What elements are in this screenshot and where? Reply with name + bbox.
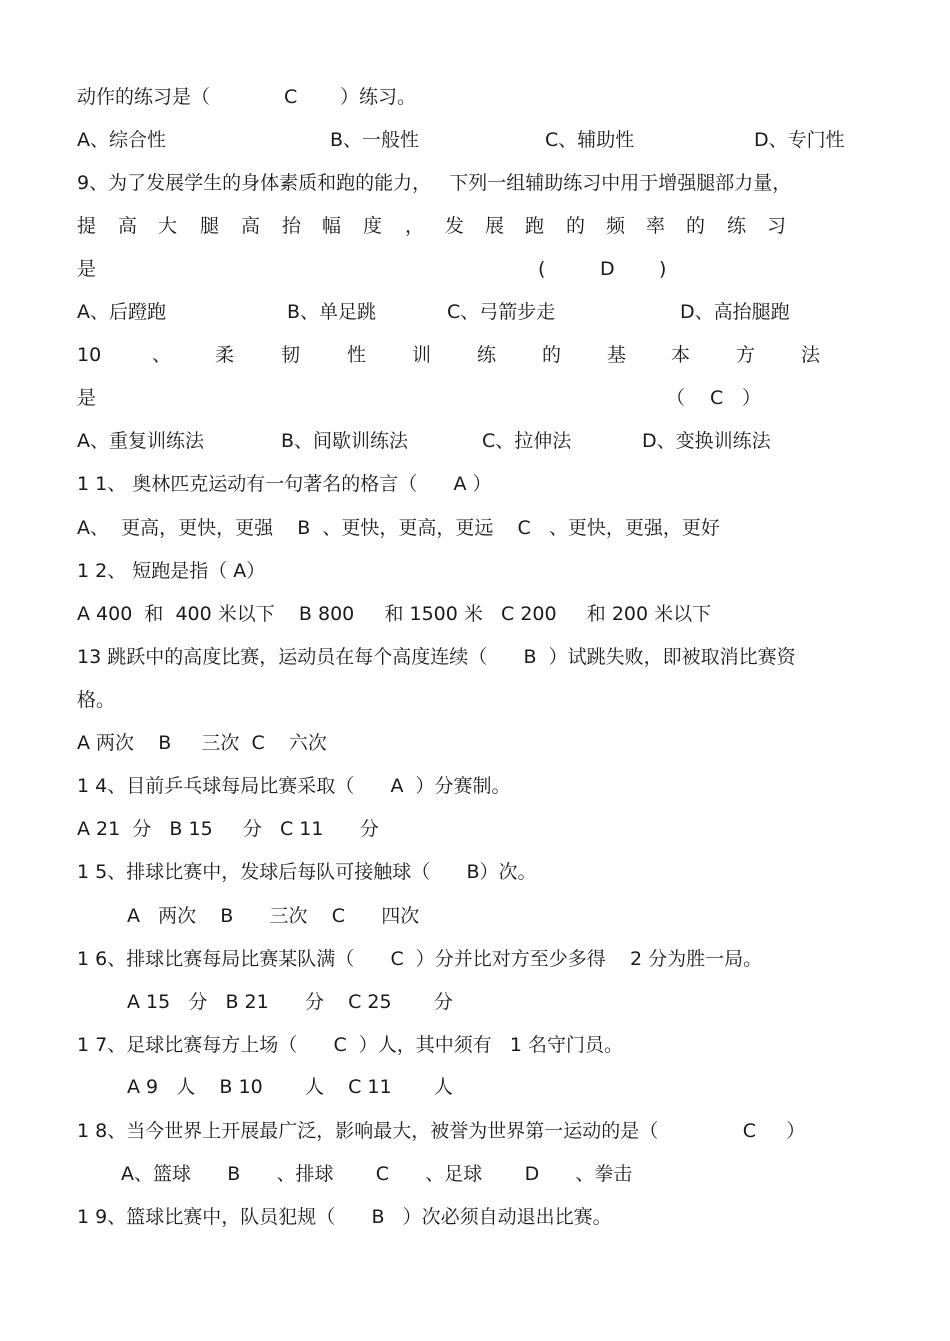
q9-char: 大 — [158, 215, 178, 237]
q9-open-paren: ( — [538, 258, 546, 280]
q10-open-paren: （ — [666, 387, 686, 409]
q9-char: 的 — [566, 215, 586, 237]
q9-char: 练 — [727, 215, 747, 237]
q12-stem: 1 2、 短跑是指（ A） — [77, 560, 266, 582]
q10-answer: C — [710, 387, 724, 409]
q8-close: ）练习。 — [340, 86, 417, 108]
q9-char: 提 — [77, 215, 97, 237]
q9-option-c: C、弓箭步走 — [447, 301, 556, 323]
q18-stem: 1 8、当今世界上开展最广泛，影响最大，被誉为世界第一运动的是（ C ） — [77, 1120, 806, 1142]
q12-options: A 400 和 400 米以下 B 800 和 1500 米 C 200 和 200 米以下 — [77, 603, 712, 625]
q9-char: 频 — [606, 215, 626, 237]
q10-char: 训 — [412, 344, 432, 366]
q9-char: 展 — [485, 215, 505, 237]
q10-char: 法 — [801, 344, 821, 366]
q15-options: A 两次 B 三次 C 四次 — [127, 905, 420, 927]
q18-options: A、篮球 B 、排球 C 、足球 D 、拳击 — [121, 1163, 633, 1185]
q13-stem: 13 跳跃中的高度比赛，运动员在每个高度连续（ B ）试跳失败，即被取消比赛资 — [77, 646, 796, 668]
q9-char: 发 — [445, 215, 465, 237]
q8-option-d: D、专门性 — [754, 129, 845, 151]
q10-option-a: A、重复训练法 — [77, 430, 204, 452]
q10-char: 练 — [477, 344, 497, 366]
q10-char: 性 — [347, 344, 367, 366]
q8-stem-tail: 动作的练习是（ — [77, 86, 211, 108]
q9-char: 度 — [363, 215, 383, 237]
q10-char: 柔 — [215, 344, 235, 366]
q9-stem-line3: 是 — [77, 258, 97, 280]
q9-char: 幅 — [322, 215, 342, 237]
q9-char: 抬 — [282, 215, 302, 237]
q10-char: 、 — [152, 344, 172, 366]
q16-stem: 1 6、排球比赛每局比赛某队满（ C ）分并比对方至少多得 2 分为胜一局。 — [77, 948, 763, 970]
q14-stem: 1 4、目前乒乓球每局比赛采取（ A ）分赛制。 — [77, 775, 511, 797]
q9-char: 高 — [241, 215, 261, 237]
q11-options: A、 更高，更快，更强 B 、更快，更高，更远 C 、更快，更强，更好 — [77, 517, 720, 539]
q9-option-a: A、后蹬跑 — [77, 301, 166, 323]
q19-stem: 1 9、篮球比赛中，队员犯规（ B ）次必须自动退出比赛。 — [77, 1206, 612, 1228]
q10-option-d: D、变换训练法 — [642, 430, 771, 452]
q9-char: ， — [405, 215, 425, 237]
q10-char: 10 — [77, 344, 102, 366]
q10-close-paren: ） — [742, 387, 762, 409]
q13-options: A 两次 B 三次 C 六次 — [77, 732, 327, 754]
q9-stem-line1: 9、为了发展学生的身体素质和跑的能力， 下列一组辅助练习中用于增强腿部力量， — [77, 172, 792, 194]
q16-options: A 15 分 B 21 分 C 25 分 — [127, 991, 453, 1013]
q9-char: 跑 — [525, 215, 545, 237]
q17-options: A 9 人 B 10 人 C 11 人 — [127, 1076, 453, 1098]
q13-stem-cont: 格。 — [77, 689, 116, 711]
q10-char: 本 — [671, 344, 691, 366]
q9-char: 习 — [767, 215, 787, 237]
q8-answer: C — [284, 86, 298, 108]
q11-stem: 1 1、 奥林匹克运动有一句著名的格言（ A ） — [77, 473, 492, 495]
q9-close-paren: ) — [659, 258, 667, 280]
q10-option-c: C、拉伸法 — [482, 430, 572, 452]
q9-char: 的 — [686, 215, 706, 237]
q10-char: 的 — [542, 344, 562, 366]
q10-option-b: B、间歇训练法 — [281, 430, 409, 452]
q14-options: A 21 分 B 15 分 C 11 分 — [77, 818, 379, 840]
q8-option-b: B、一般性 — [330, 129, 420, 151]
q8-option-a: A、综合性 — [77, 129, 166, 151]
q9-char: 高 — [118, 215, 138, 237]
q10-stem-line2: 是 — [77, 387, 97, 409]
q8-option-c: C、辅助性 — [545, 129, 635, 151]
q15-stem: 1 5、排球比赛中，发球后每队可接触球（ B）次。 — [77, 861, 537, 883]
q9-answer: D — [600, 258, 615, 280]
q10-char: 方 — [736, 344, 756, 366]
q10-char: 基 — [607, 344, 627, 366]
q17-stem: 1 7、足球比赛每方上场（ C ）人，其中须有 1 名守门员。 — [77, 1034, 624, 1056]
q9-option-d: D、高抬腿跑 — [680, 301, 790, 323]
q10-char: 韧 — [281, 344, 301, 366]
q9-option-b: B、单足跳 — [287, 301, 377, 323]
q9-char: 腿 — [200, 215, 220, 237]
q9-char: 率 — [646, 215, 666, 237]
